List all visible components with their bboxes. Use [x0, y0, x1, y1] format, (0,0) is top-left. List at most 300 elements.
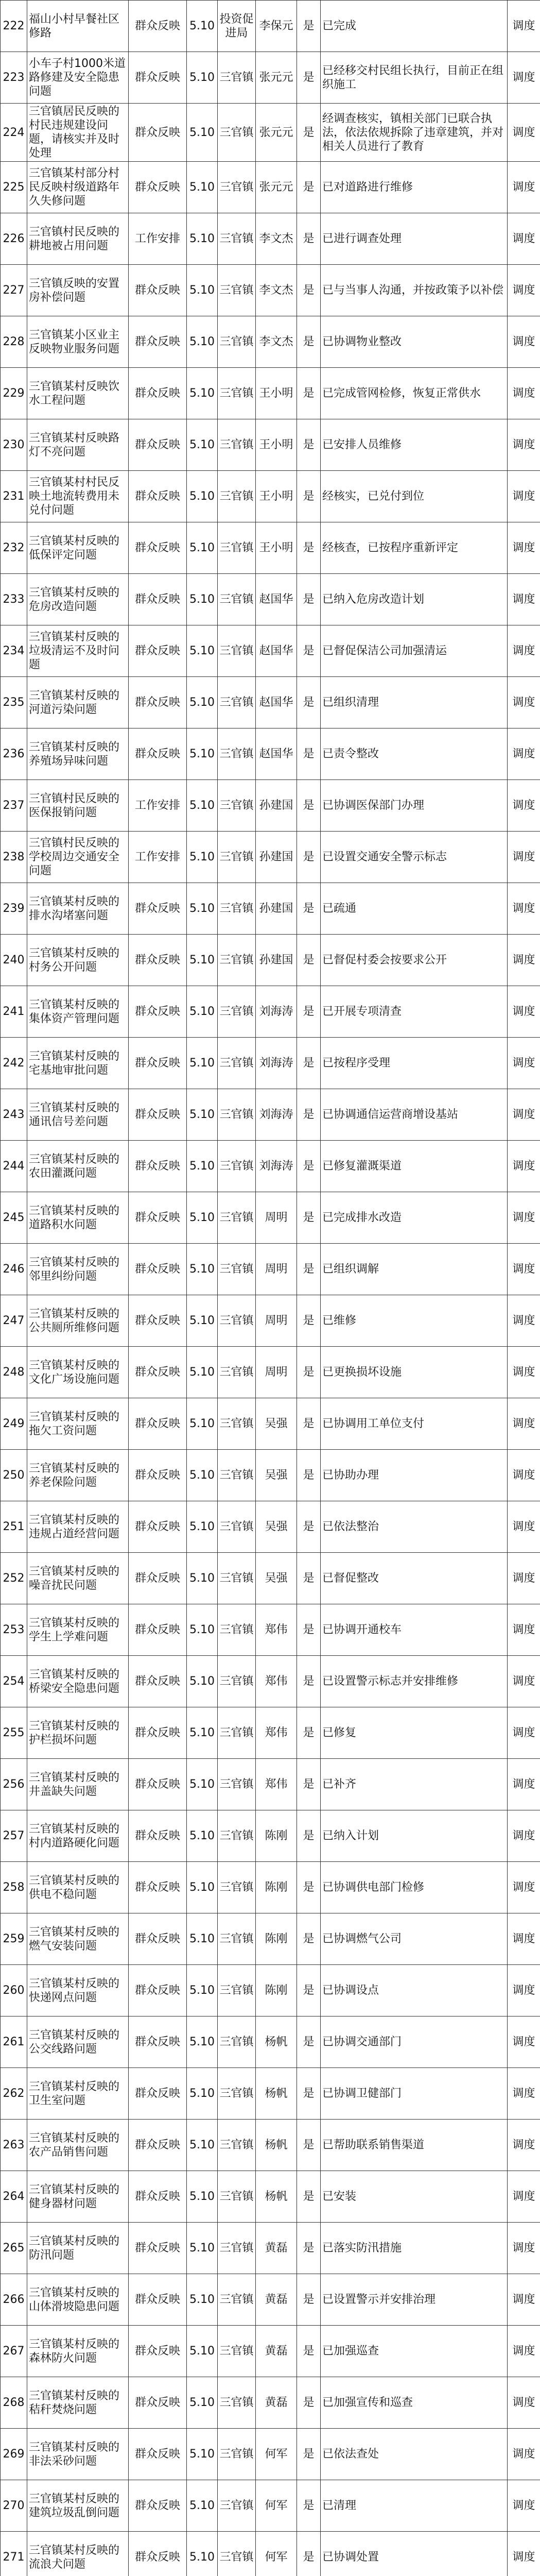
handling-result: 已帮助联系销售渠道	[321, 2120, 508, 2171]
issue-date: 5.10	[187, 2068, 218, 2120]
table-row	[1, 1347, 540, 1398]
row-number: 225	[1, 162, 27, 213]
handling-result: 已修复灌溉渠道	[321, 1141, 508, 1192]
issue-date: 5.10	[187, 1965, 218, 2016]
table-row	[1, 883, 540, 935]
responsible-unit: 三官镇	[218, 2326, 256, 2377]
resolved-status: 是	[297, 780, 321, 832]
row-number: 271	[1, 2532, 27, 2576]
responsible-unit: 三官镇	[218, 2171, 256, 2223]
table-row	[1, 2377, 540, 2429]
row-number: 258	[1, 1862, 27, 1913]
responsible-unit: 三官镇	[218, 1089, 256, 1141]
handling-result: 经核实，已兑付到位	[321, 471, 508, 522]
issue-source: 群众反映	[129, 1862, 187, 1913]
issue-date: 5.10	[187, 104, 218, 162]
resolved-status: 是	[297, 419, 321, 471]
resolved-status: 是	[297, 832, 321, 883]
responsible-person: 吴强	[256, 1450, 297, 1501]
responsible-person: 吴强	[256, 1553, 297, 1604]
resolved-status: 是	[297, 2016, 321, 2068]
handling-result: 经调查核实，镇相关部门已联合执法，依法依规拆除了违章建筑，并对相关人员进行了教育	[321, 104, 508, 162]
table-row	[1, 728, 540, 780]
table-row	[1, 1295, 540, 1347]
issue-source: 群众反映	[129, 574, 187, 625]
table-row	[1, 1656, 540, 1707]
issue-description: 三官镇某村反映的公共厕所维修问题	[27, 1295, 129, 1347]
handling-result: 已协调供电部门检修	[321, 1862, 508, 1913]
handling-type: 调度	[508, 1965, 540, 2016]
responsible-person: 陈刚	[256, 1862, 297, 1913]
issue-description: 三官镇某村反映饮水工程问题	[27, 368, 129, 419]
row-number: 248	[1, 1347, 27, 1398]
issue-description: 三官镇某村反映的低保评定问题	[27, 522, 129, 574]
issue-description: 三官镇某村反映的森林防火问题	[27, 2326, 129, 2377]
resolved-status: 是	[297, 2532, 321, 2576]
issue-source: 群众反映	[129, 1038, 187, 1089]
issue-source: 群众反映	[129, 1089, 187, 1141]
row-number: 246	[1, 1244, 27, 1295]
handling-result: 已纳入计划	[321, 1810, 508, 1862]
handling-result: 已责令整改	[321, 728, 508, 780]
issue-source: 群众反映	[129, 1759, 187, 1810]
responsible-person: 陈刚	[256, 1913, 297, 1965]
row-number: 235	[1, 677, 27, 728]
issue-source: 群众反映	[129, 316, 187, 368]
responsible-person: 王小明	[256, 522, 297, 574]
responsible-unit: 三官镇	[218, 2429, 256, 2480]
handling-type: 调度	[508, 471, 540, 522]
responsible-unit: 三官镇	[218, 574, 256, 625]
handling-result: 已设置警示标志并安排维修	[321, 1656, 508, 1707]
table-row	[1, 832, 540, 883]
issue-date: 5.10	[187, 1553, 218, 1604]
handling-result: 已组织清理	[321, 677, 508, 728]
issue-description: 三官镇某村反映的健身器材问题	[27, 2171, 129, 2223]
resolved-status: 是	[297, 2326, 321, 2377]
resolved-status: 是	[297, 1450, 321, 1501]
issue-source: 群众反映	[129, 1913, 187, 1965]
responsible-unit: 三官镇	[218, 1810, 256, 1862]
resolved-status: 是	[297, 1707, 321, 1759]
table-row	[1, 471, 540, 522]
issue-source: 群众反映	[129, 419, 187, 471]
responsible-person: 陈刚	[256, 1965, 297, 2016]
responsible-unit: 三官镇	[218, 1759, 256, 1810]
responsible-unit: 三官镇	[218, 935, 256, 986]
responsible-unit: 三官镇	[218, 471, 256, 522]
responsible-unit: 三官镇	[218, 1862, 256, 1913]
resolved-status: 是	[297, 1965, 321, 2016]
responsible-unit: 三官镇	[218, 1295, 256, 1347]
handling-type: 调度	[508, 728, 540, 780]
row-number: 228	[1, 316, 27, 368]
handling-result: 已依法整治	[321, 1501, 508, 1553]
issue-date: 5.10	[187, 986, 218, 1038]
responsible-unit: 三官镇	[218, 728, 256, 780]
table-row	[1, 677, 540, 728]
handling-result: 已维修	[321, 1295, 508, 1347]
handling-type: 调度	[508, 213, 540, 265]
table-row	[1, 1862, 540, 1913]
resolved-status: 是	[297, 2120, 321, 2171]
handling-result: 已进行调查处理	[321, 213, 508, 265]
responsible-person: 郑伟	[256, 1707, 297, 1759]
issue-source: 群众反映	[129, 368, 187, 419]
issue-source: 群众反映	[129, 2068, 187, 2120]
issue-source: 工作安排	[129, 213, 187, 265]
issue-description: 三官镇某村反映的养老保险问题	[27, 1450, 129, 1501]
handling-type: 调度	[508, 1089, 540, 1141]
handling-result: 已经移交村民组长执行，目前正在组织施工	[321, 52, 508, 104]
resolved-status: 是	[297, 1398, 321, 1450]
table-row	[1, 2274, 540, 2326]
issue-date: 5.10	[187, 419, 218, 471]
handling-type: 调度	[508, 2120, 540, 2171]
issue-source: 群众反映	[129, 2377, 187, 2429]
issue-source: 群众反映	[129, 1295, 187, 1347]
issue-date: 5.10	[187, 1244, 218, 1295]
row-number: 224	[1, 104, 27, 162]
handling-type: 调度	[508, 2326, 540, 2377]
issue-description: 三官镇某村反映的护栏损坏问题	[27, 1707, 129, 1759]
responsible-unit: 三官镇	[218, 2120, 256, 2171]
issue-date: 5.10	[187, 625, 218, 677]
issue-source: 工作安排	[129, 832, 187, 883]
row-number: 259	[1, 1913, 27, 1965]
issue-date: 5.10	[187, 2016, 218, 2068]
resolved-status: 是	[297, 471, 321, 522]
handling-result: 已清理	[321, 2480, 508, 2532]
issue-date: 5.10	[187, 832, 218, 883]
responsible-person: 李文杰	[256, 213, 297, 265]
handling-result: 已落实防汛措施	[321, 2223, 508, 2274]
responsible-person: 黄磊	[256, 2377, 297, 2429]
table-row	[1, 104, 540, 162]
issue-source: 群众反映	[129, 104, 187, 162]
handling-type: 调度	[508, 1604, 540, 1656]
issue-source: 群众反映	[129, 2223, 187, 2274]
handling-type: 调度	[508, 1244, 540, 1295]
issue-description: 三官镇某村反映的集体资产管理问题	[27, 986, 129, 1038]
responsible-person: 李保元	[256, 1, 297, 52]
row-number: 270	[1, 2480, 27, 2532]
handling-type: 调度	[508, 1707, 540, 1759]
row-number: 268	[1, 2377, 27, 2429]
issue-description: 小车子村1000米道路修建及安全隐患问题	[27, 52, 129, 104]
row-number: 250	[1, 1450, 27, 1501]
handling-result: 已督促保洁公司加强清运	[321, 625, 508, 677]
issue-description: 福山小村早餐社区修路	[27, 1, 129, 52]
issue-date: 5.10	[187, 728, 218, 780]
responsible-unit: 三官镇	[218, 1244, 256, 1295]
table-row	[1, 2223, 540, 2274]
issue-description: 三官镇某村反映的通讯信号差问题	[27, 1089, 129, 1141]
responsible-unit: 三官镇	[218, 2068, 256, 2120]
handling-type: 调度	[508, 1, 540, 52]
responsible-person: 孙建国	[256, 883, 297, 935]
handling-result: 已督促整改	[321, 1553, 508, 1604]
table-row	[1, 1553, 540, 1604]
resolved-status: 是	[297, 1347, 321, 1398]
issue-date: 5.10	[187, 1501, 218, 1553]
handling-result: 已协调设点	[321, 1965, 508, 2016]
row-number: 264	[1, 2171, 27, 2223]
table-row	[1, 162, 540, 213]
issue-source: 工作安排	[129, 780, 187, 832]
handling-result: 已补齐	[321, 1759, 508, 1810]
table-row	[1, 2429, 540, 2480]
responsible-unit: 三官镇	[218, 265, 256, 316]
table-row	[1, 1913, 540, 1965]
table-row	[1, 574, 540, 625]
responsible-person: 赵国华	[256, 728, 297, 780]
handling-result: 已加强宣传和巡查	[321, 2377, 508, 2429]
responsible-unit: 三官镇	[218, 2480, 256, 2532]
handling-result: 已开展专项清查	[321, 986, 508, 1038]
responsible-person: 孙建国	[256, 780, 297, 832]
responsible-person: 刘海涛	[256, 986, 297, 1038]
handling-result: 已对道路进行维修	[321, 162, 508, 213]
table-row	[1, 1810, 540, 1862]
issue-description: 三官镇某村反映的农田灌溉问题	[27, 1141, 129, 1192]
handling-result: 已疏通	[321, 883, 508, 935]
handling-type: 调度	[508, 1192, 540, 1244]
table-row	[1, 265, 540, 316]
issue-date: 5.10	[187, 1759, 218, 1810]
resolved-status: 是	[297, 728, 321, 780]
row-number: 245	[1, 1192, 27, 1244]
issue-source: 群众反映	[129, 1, 187, 52]
issue-description: 三官镇某村反映的农产品销售问题	[27, 2120, 129, 2171]
issue-source: 群众反映	[129, 986, 187, 1038]
issue-date: 5.10	[187, 1295, 218, 1347]
table-row	[1, 2068, 540, 2120]
responsible-unit: 三官镇	[218, 1501, 256, 1553]
row-number: 254	[1, 1656, 27, 1707]
handling-type: 调度	[508, 2532, 540, 2576]
issue-description: 三官镇某村反映的危房改造问题	[27, 574, 129, 625]
responsible-unit: 三官镇	[218, 1141, 256, 1192]
responsible-person: 周明	[256, 1295, 297, 1347]
handling-result: 已修复	[321, 1707, 508, 1759]
issue-description: 三官镇某村反映的道路积水问题	[27, 1192, 129, 1244]
responsible-person: 刘海涛	[256, 1141, 297, 1192]
handling-result: 已组织调解	[321, 1244, 508, 1295]
table-row	[1, 780, 540, 832]
responsible-person: 杨帆	[256, 2171, 297, 2223]
handling-result: 已协调交通部门	[321, 2016, 508, 2068]
table-row	[1, 1398, 540, 1450]
resolved-status: 是	[297, 1862, 321, 1913]
responsible-unit: 三官镇	[218, 1707, 256, 1759]
responsible-unit: 三官镇	[218, 1604, 256, 1656]
issue-date: 5.10	[187, 1, 218, 52]
responsible-person: 吴强	[256, 1501, 297, 1553]
issue-source: 群众反映	[129, 2274, 187, 2326]
issue-date: 5.10	[187, 1604, 218, 1656]
issue-description: 三官镇某村反映的养殖场异味问题	[27, 728, 129, 780]
responsible-person: 孙建国	[256, 832, 297, 883]
handling-type: 调度	[508, 1553, 540, 1604]
issue-description: 三官镇某村反映路灯不亮问题	[27, 419, 129, 471]
issue-description: 三官镇某村反映的快递网点问题	[27, 1965, 129, 2016]
issue-description: 三官镇某村反映的村务公开问题	[27, 935, 129, 986]
issue-date: 5.10	[187, 1398, 218, 1450]
table-row	[1, 1244, 540, 1295]
responsible-person: 王小明	[256, 471, 297, 522]
issue-description: 三官镇某村反映的村内道路硬化问题	[27, 1810, 129, 1862]
row-number: 255	[1, 1707, 27, 1759]
issue-description: 三官镇居民反映的村民违规建设问题，请核实并及时处理	[27, 104, 129, 162]
handling-type: 调度	[508, 104, 540, 162]
handling-result: 已依法查处	[321, 2429, 508, 2480]
handling-type: 调度	[508, 2016, 540, 2068]
table-row	[1, 2171, 540, 2223]
issue-source: 群众反映	[129, 1398, 187, 1450]
row-number: 251	[1, 1501, 27, 1553]
responsible-unit: 三官镇	[218, 1965, 256, 2016]
issue-source: 群众反映	[129, 2480, 187, 2532]
row-number: 269	[1, 2429, 27, 2480]
responsible-person: 赵国华	[256, 625, 297, 677]
responsible-person: 何军	[256, 2532, 297, 2576]
resolved-status: 是	[297, 986, 321, 1038]
resolved-status: 是	[297, 677, 321, 728]
responsible-person: 何军	[256, 2429, 297, 2480]
handling-type: 调度	[508, 832, 540, 883]
issue-source: 群众反映	[129, 2326, 187, 2377]
responsible-person: 陈刚	[256, 1810, 297, 1862]
issue-date: 5.10	[187, 1347, 218, 1398]
handling-result: 已完成管网检修，恢复正常供水	[321, 368, 508, 419]
table-row	[1, 1450, 540, 1501]
handling-result: 已协调处置	[321, 2532, 508, 2576]
issue-description: 三官镇反映的安置房补偿问题	[27, 265, 129, 316]
issue-date: 5.10	[187, 316, 218, 368]
resolved-status: 是	[297, 2223, 321, 2274]
issue-description: 三官镇某村反映的排水沟堵塞问题	[27, 883, 129, 935]
responsible-unit: 三官镇	[218, 104, 256, 162]
row-number: 236	[1, 728, 27, 780]
responsible-person: 杨帆	[256, 2120, 297, 2171]
issue-date: 5.10	[187, 2326, 218, 2377]
responsible-person: 吴强	[256, 1398, 297, 1450]
handling-type: 调度	[508, 1398, 540, 1450]
responsible-person: 赵国华	[256, 677, 297, 728]
issue-date: 5.10	[187, 1450, 218, 1501]
issue-description: 三官镇某村反映的拖欠工资问题	[27, 1398, 129, 1450]
handling-type: 调度	[508, 883, 540, 935]
issue-source: 群众反映	[129, 1656, 187, 1707]
resolved-status: 是	[297, 316, 321, 368]
resolved-status: 是	[297, 1501, 321, 1553]
issue-date: 5.10	[187, 1913, 218, 1965]
issue-description: 三官镇某村反映的流浪犬问题	[27, 2532, 129, 2576]
issue-description: 三官镇某村反映的桥梁安全隐患问题	[27, 1656, 129, 1707]
responsible-person: 郑伟	[256, 1604, 297, 1656]
issue-date: 5.10	[187, 368, 218, 419]
table-row	[1, 1707, 540, 1759]
responsible-person: 周明	[256, 1192, 297, 1244]
issue-description: 三官镇某村反映的文化广场设施问题	[27, 1347, 129, 1398]
handling-type: 调度	[508, 419, 540, 471]
issue-date: 5.10	[187, 780, 218, 832]
handling-result: 已协调燃气公司	[321, 1913, 508, 1965]
table-row	[1, 1604, 540, 1656]
row-number: 230	[1, 419, 27, 471]
handling-type: 调度	[508, 522, 540, 574]
issue-date: 5.10	[187, 1656, 218, 1707]
table-row	[1, 1038, 540, 1089]
table-row	[1, 2480, 540, 2532]
handling-type: 调度	[508, 677, 540, 728]
handling-type: 调度	[508, 316, 540, 368]
row-number: 239	[1, 883, 27, 935]
responsible-unit: 三官镇	[218, 1038, 256, 1089]
resolved-status: 是	[297, 574, 321, 625]
issue-date: 5.10	[187, 2429, 218, 2480]
handling-type: 调度	[508, 1656, 540, 1707]
resolved-status: 是	[297, 522, 321, 574]
handling-type: 调度	[508, 2171, 540, 2223]
table-row	[1, 1501, 540, 1553]
issue-date: 5.10	[187, 471, 218, 522]
resolved-status: 是	[297, 2480, 321, 2532]
issue-description: 三官镇某村反映的宅基地审批问题	[27, 1038, 129, 1089]
responsible-person: 赵国华	[256, 574, 297, 625]
issue-date: 5.10	[187, 52, 218, 104]
issue-date: 5.10	[187, 1038, 218, 1089]
issue-date: 5.10	[187, 2274, 218, 2326]
responsible-unit: 三官镇	[218, 316, 256, 368]
resolved-status: 是	[297, 213, 321, 265]
responsible-unit: 三官镇	[218, 1450, 256, 1501]
responsible-person: 何军	[256, 2480, 297, 2532]
table-row	[1, 2120, 540, 2171]
handling-type: 调度	[508, 1759, 540, 1810]
responsible-person: 王小明	[256, 419, 297, 471]
responsible-person: 郑伟	[256, 1759, 297, 1810]
table-row	[1, 213, 540, 265]
responsible-person: 刘海涛	[256, 1089, 297, 1141]
issue-source: 群众反映	[129, 625, 187, 677]
row-number: 229	[1, 368, 27, 419]
issue-description: 三官镇某村反映的噪音扰民问题	[27, 1553, 129, 1604]
issue-date: 5.10	[187, 1862, 218, 1913]
row-number: 232	[1, 522, 27, 574]
resolved-status: 是	[297, 935, 321, 986]
responsible-unit: 三官镇	[218, 2223, 256, 2274]
issue-date: 5.10	[187, 1141, 218, 1192]
handling-type: 调度	[508, 780, 540, 832]
responsible-unit: 三官镇	[218, 677, 256, 728]
table-row	[1, 1192, 540, 1244]
handling-result: 已协调用工单位支付	[321, 1398, 508, 1450]
table-row	[1, 522, 540, 574]
row-number: 234	[1, 625, 27, 677]
responsible-unit: 投资促进局	[218, 1, 256, 52]
responsible-unit: 三官镇	[218, 625, 256, 677]
table-row	[1, 1089, 540, 1141]
responsible-unit: 三官镇	[218, 2274, 256, 2326]
responsible-unit: 三官镇	[218, 2377, 256, 2429]
issue-description: 三官镇某村反映的山体滑坡隐患问题	[27, 2274, 129, 2326]
row-number: 242	[1, 1038, 27, 1089]
resolved-status: 是	[297, 368, 321, 419]
issue-description: 三官镇村民反映的耕地被占用问题	[27, 213, 129, 265]
handling-type: 调度	[508, 1810, 540, 1862]
